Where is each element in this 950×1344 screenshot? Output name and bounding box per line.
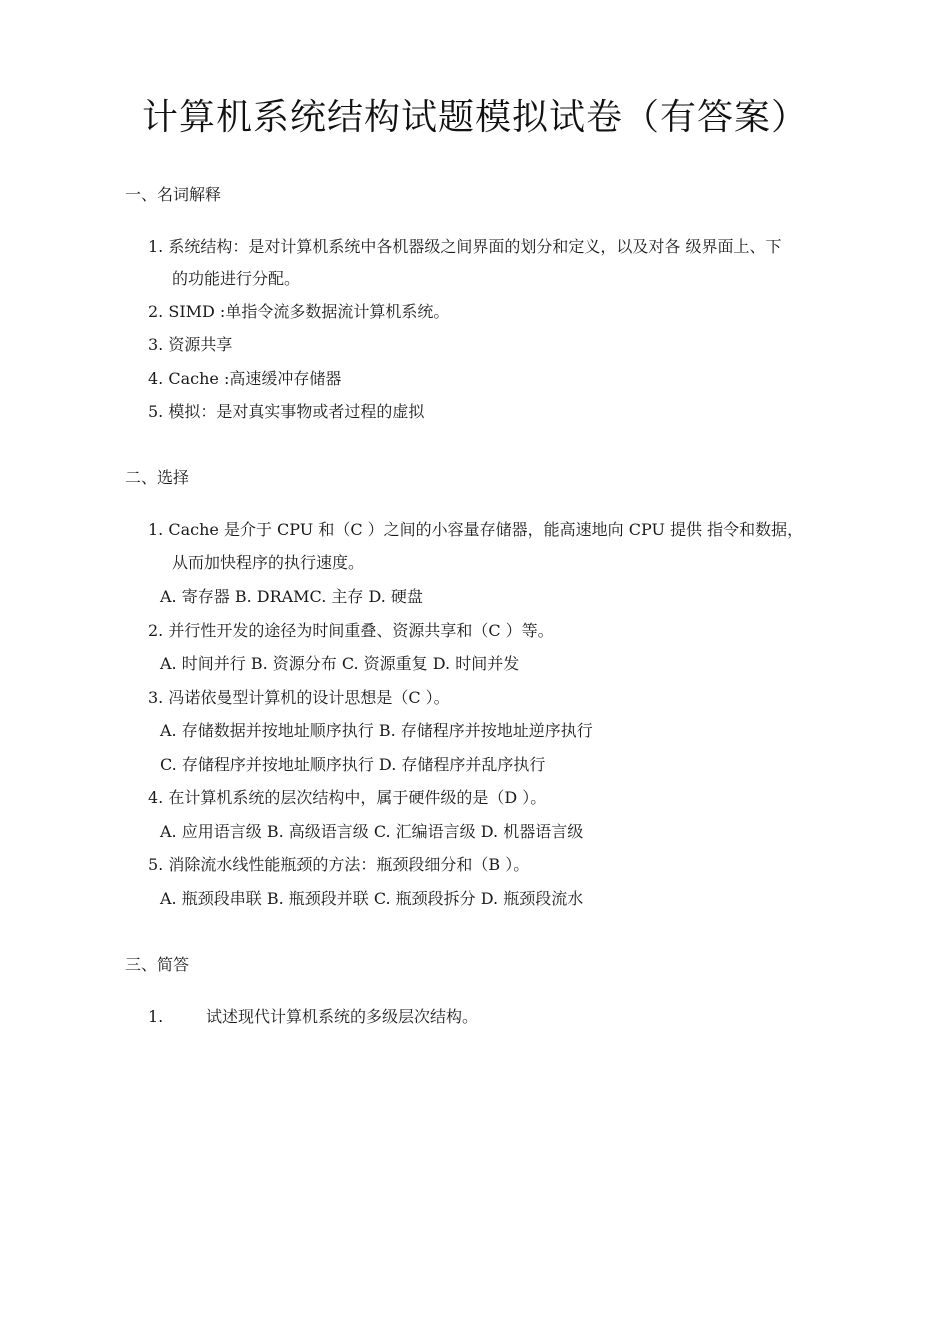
glossary-item-4: 4. Cache :高速缓冲存储器 xyxy=(148,369,342,388)
choice-question-1-continued: 从而加快程序的执行速度。 xyxy=(172,553,365,572)
choice-question-5: 5. 消除流水线性能瓶颈的方法：瓶颈段细分和（B ）。 xyxy=(148,855,530,874)
glossary-item-1-continued: 的功能进行分配。 xyxy=(172,269,301,288)
glossary-item-3: 3. 资源共享 xyxy=(148,335,233,354)
choice-options-4: A. 应用语言级 B. 高级语言级 C. 汇编语言级 D. 机器语言级 xyxy=(160,822,584,841)
short-answer-number-1: 1. xyxy=(148,1007,164,1026)
choice-options-1: A. 寄存器 B. DRAMC. 主存 D. 硬盘 xyxy=(160,587,423,606)
section-heading-choice: 二、选择 xyxy=(125,468,190,487)
short-answer-question-1: 试述现代计算机系统的多级层次结构。 xyxy=(206,1007,479,1026)
section-heading-glossary: 一、名词解释 xyxy=(125,185,222,204)
choice-question-3: 3. 冯诺依曼型计算机的设计思想是（C ）。 xyxy=(148,688,450,707)
choice-question-1: 1. Cache 是介于 CPU 和（C ）之间的小容量存储器，能高速地向 CPU 提供 指令和数据， xyxy=(148,520,804,539)
choice-question-2: 2. 并行性开发的途径为时间重叠、资源共享和（C ）等。 xyxy=(148,621,554,640)
choice-question-4: 4. 在计算机系统的层次结构中，属于硬件级的是（D ）。 xyxy=(148,788,547,807)
glossary-item-5: 5. 模拟：是对真实事物或者过程的虚拟 xyxy=(148,402,425,421)
glossary-item-1: 1. 系统结构：是对计算机系统中各机器级之间界面的划分和定义，以及对各 级界面上、下 xyxy=(148,237,782,256)
choice-options-2: A. 时间并行 B. 资源分布 C. 资源重复 D. 时间并发 xyxy=(160,654,520,673)
page-title: 计算机系统结构试题模拟试卷（有答案） xyxy=(141,97,808,138)
choice-options-5: A. 瓶颈段串联 B. 瓶颈段并联 C. 瓶颈段拆分 D. 瓶颈段流水 xyxy=(160,889,584,908)
section-heading-short-answer: 三、简答 xyxy=(125,955,190,974)
glossary-item-2: 2. SIMD :单指令流多数据流计算机系统。 xyxy=(148,302,450,321)
choice-options-3a: A. 存储数据并按地址顺序执行 B. 存储程序并按地址逆序执行 xyxy=(160,721,593,740)
choice-options-3b: C. 存储程序并按地址顺序执行 D. 存储程序并乱序执行 xyxy=(160,755,546,774)
